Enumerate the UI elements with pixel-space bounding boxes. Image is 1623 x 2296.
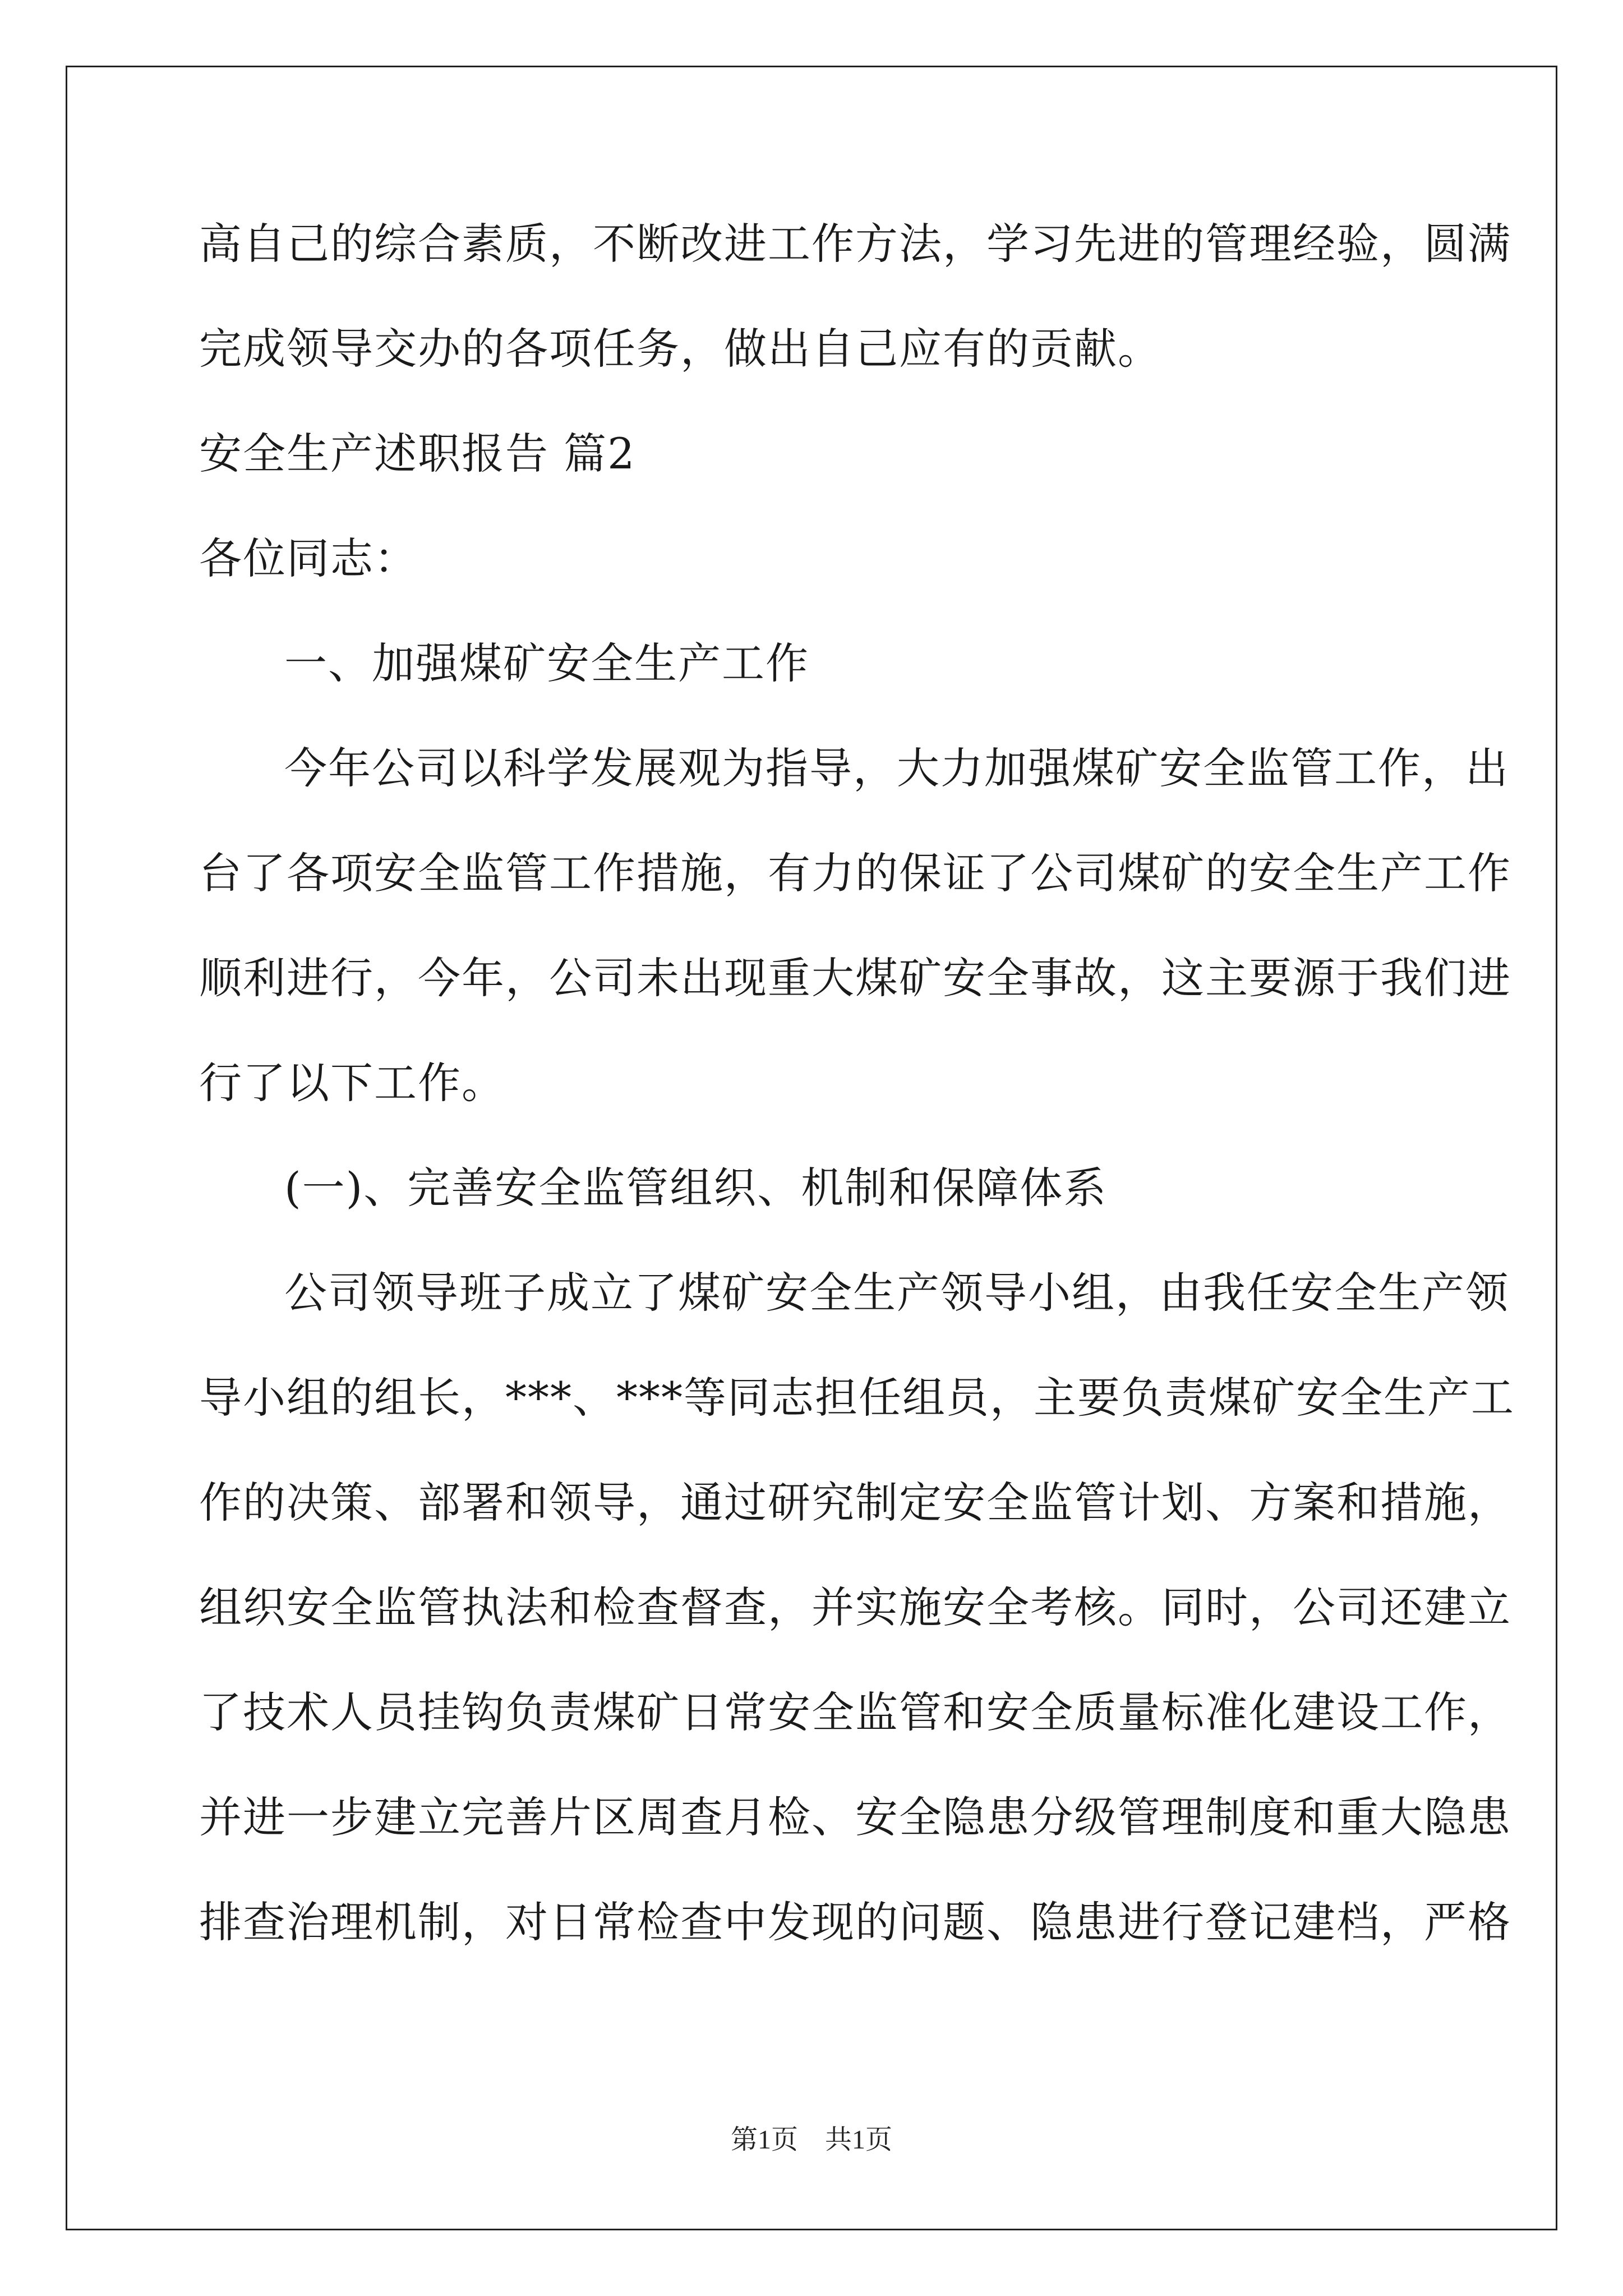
section-title: 安全生产述职报告 篇2 bbox=[199, 429, 636, 478]
page-number: 第1页 共1页 bbox=[730, 2125, 892, 2155]
body-line: 完成领导交办的各项任务，做出自己应有的贡献。 bbox=[199, 324, 1161, 374]
body-line: 公司领导班子成立了煤矿安全生产领导小组，由我任安全生产领 bbox=[284, 1268, 1509, 1318]
body-line: 并进一步建立完善片区周查月检、安全隐患分级管理制度和重大隐患 bbox=[199, 1792, 1511, 1842]
body-line: 排查治理机制，对日常检查中发现的问题、隐患进行登记建档，严格 bbox=[199, 1897, 1511, 1947]
heading-1: 一、加强煤矿安全生产工作 bbox=[284, 638, 809, 688]
body-line: 今年公司以科学发展观为指导，大力加强煤矿安全监管工作，出 bbox=[284, 743, 1509, 793]
body-line: 台了各项安全监管工作措施，有力的保证了公司煤矿的安全生产工作 bbox=[199, 848, 1511, 898]
body-line: 导小组的组长，***、***等同志担任组员，主要负责煤矿安全生产工 bbox=[199, 1373, 1515, 1423]
body-line: 组织安全监管执法和检查督查，并实施安全考核。同时，公司还建立 bbox=[199, 1582, 1511, 1632]
body-line: 了技术人员挂钩负责煤矿日常安全监管和安全质量标准化建设工作， bbox=[199, 1687, 1511, 1737]
body-line: 顺利进行，今年，公司未出现重大煤矿安全事故，这主要源于我们进 bbox=[199, 953, 1511, 1003]
body-line: 作的决策、部署和领导，通过研究制定安全监管计划、方案和措施， bbox=[199, 1478, 1511, 1527]
salutation: 各位同志： bbox=[199, 533, 418, 583]
body-line: 行了以下工作。 bbox=[199, 1058, 505, 1108]
heading-1-1: (一)、完善安全监管组织、机制和保障体系 bbox=[284, 1163, 1108, 1213]
body-line: 高自己的综合素质，不断改进工作方法，学习先进的管理经验，圆满 bbox=[199, 219, 1511, 269]
